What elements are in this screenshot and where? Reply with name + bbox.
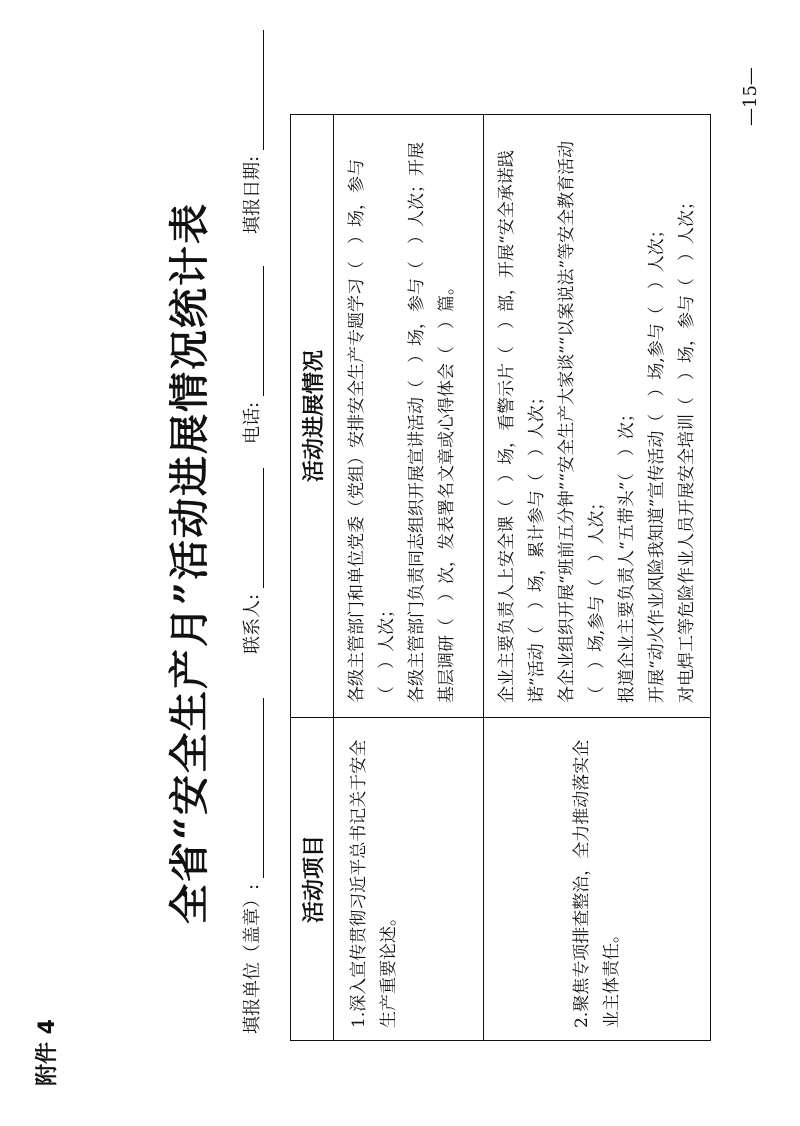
detail-line: 各级主管部门负责同志组织开展宣讲活动（ ）场，参与（ ）人次；开展基层调研（ ）次，发表署名文章或心得体会（ ）篇。: [407, 142, 457, 703]
statistics-table: [290, 114, 711, 1041]
detail-line: 对电焊工等危险作业人员开展安全培训（ ）场，参与（ ）人次；: [677, 193, 697, 703]
table-row: [334, 115, 484, 1041]
contact-label: 联系人:: [242, 593, 263, 654]
unit-label: 填报单位（盖章）:: [242, 883, 263, 1034]
page-title: 全省“安全生产月”活动进展情况统计表: [166, 202, 213, 925]
phone-blank[interactable]: [245, 266, 264, 396]
date-blank[interactable]: [245, 30, 264, 150]
table-row: [484, 115, 711, 1041]
detail-line: 各企业组织开展“班前五分钟”“安全生产大家谈”“以案说法”等安全教育活动（ ）场,参与（ ）人次；: [557, 140, 607, 703]
detail-line: 各级主管部门和单位党委（党组）安排安全生产专题学习（ ）场，参与（ ）人次；: [347, 159, 397, 703]
detail-line: 企业主要负责人上安全课（ ）场，看警示片（ ）部，开展“安全承诺践诺”活动（ ）场，累计参与（ ）人次；: [497, 150, 547, 703]
detail-line: 报道企业主要负责人“五带头”（ ）次；: [617, 405, 637, 703]
contact-blank[interactable]: [245, 468, 264, 588]
date-label: 填报日期:: [242, 155, 263, 234]
detail-line: 开展“动火作业风险我知道”宣传活动（ ）场,参与（ ）人次；: [647, 221, 667, 703]
table-header-row: [291, 115, 334, 1041]
detail-cell: [334, 115, 484, 718]
column-header-detail: 活动进展情况: [291, 115, 334, 718]
detail-cell: [484, 115, 711, 718]
item-cell: 1.深入宣传贯彻习近平总书记关于安全生产重要论述。: [334, 718, 484, 1041]
unit-blank[interactable]: [245, 698, 264, 878]
column-header-item: 活动项目: [291, 718, 334, 1041]
item-cell: 2.聚焦专项排查整治，全力推动落实企业主体责任。: [484, 718, 711, 1041]
phone-label: 电话:: [242, 401, 263, 444]
attachment-label: 附件 4: [35, 1019, 60, 1086]
page-number: —15—: [740, 67, 761, 126]
